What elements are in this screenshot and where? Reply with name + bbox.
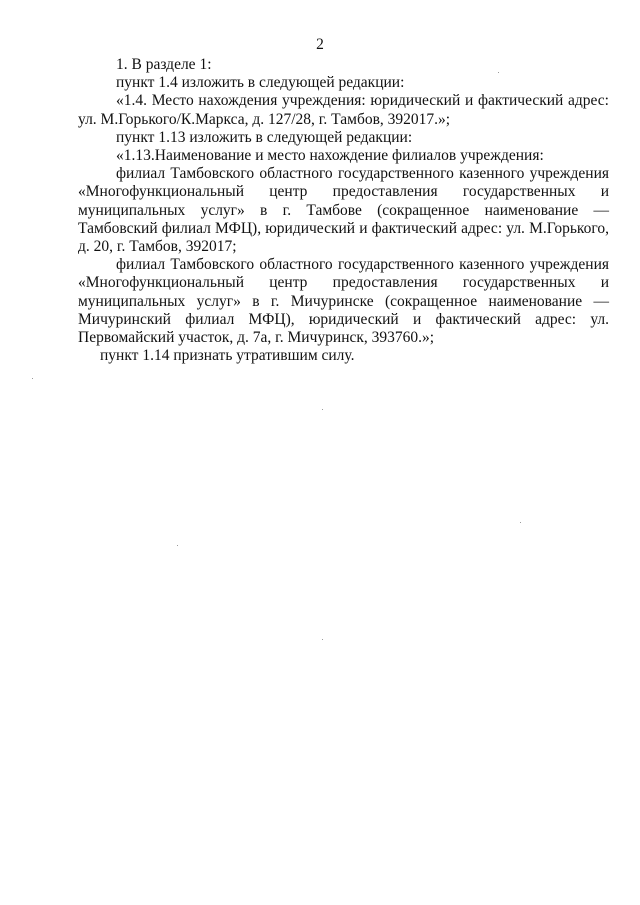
scan-speck <box>322 639 323 640</box>
page-number: 2 <box>316 36 324 53</box>
document-body <box>78 56 609 365</box>
scan-speck <box>520 522 521 523</box>
paragraph-item-1-13-instruction: пункт 1.13 изложить в следующей редакции: <box>116 128 413 146</box>
section-heading: 1. В разделе 1: <box>116 56 212 73</box>
scan-speck <box>498 72 499 73</box>
paragraph-item-1-4-text: «1.4. Место нахождения учреждения: юридический и фактический адрес: ул. М.Горького/К.Маркса, д. 127/28, г. Тамбов, 392017.»; <box>78 92 609 128</box>
paragraph-item-1-13-heading: «1.13.Наименование и место нахождение филиалов учреждения: <box>116 147 544 165</box>
paragraph-tambov-branch: филиал Тамбовского областного государственного казенного учреждения «Многофункциональный центр предоставления государственных и муниципальных услуг» в г. Тамбове (сокращенное наименование — Тамбовский филиал МФЦ), юридический и фактический адрес: ул. М.Горького, д. 20, г. Тамбов, 392017; <box>78 165 609 256</box>
scan-speck <box>32 378 33 379</box>
paragraph-michurinsk-branch: филиал Тамбовского областного государственного казенного учреждения «Многофункциональный центр предоставления государственных и муниципальных услуг» в г. Мичуринске (сокращенное наименование — Мичуринский филиал МФЦ), юридический и фактический адрес: ул. Первомайский участок, д. 7а, г. Мичуринск, 393760.»; <box>78 256 609 347</box>
scan-speck <box>177 545 178 546</box>
scan-speck <box>322 409 323 410</box>
paragraph-item-1-4-instruction: пункт 1.4 изложить в следующей редакции: <box>116 74 405 92</box>
paragraph-item-1-14: пункт 1.14 признать утратившим силу. <box>100 347 355 365</box>
